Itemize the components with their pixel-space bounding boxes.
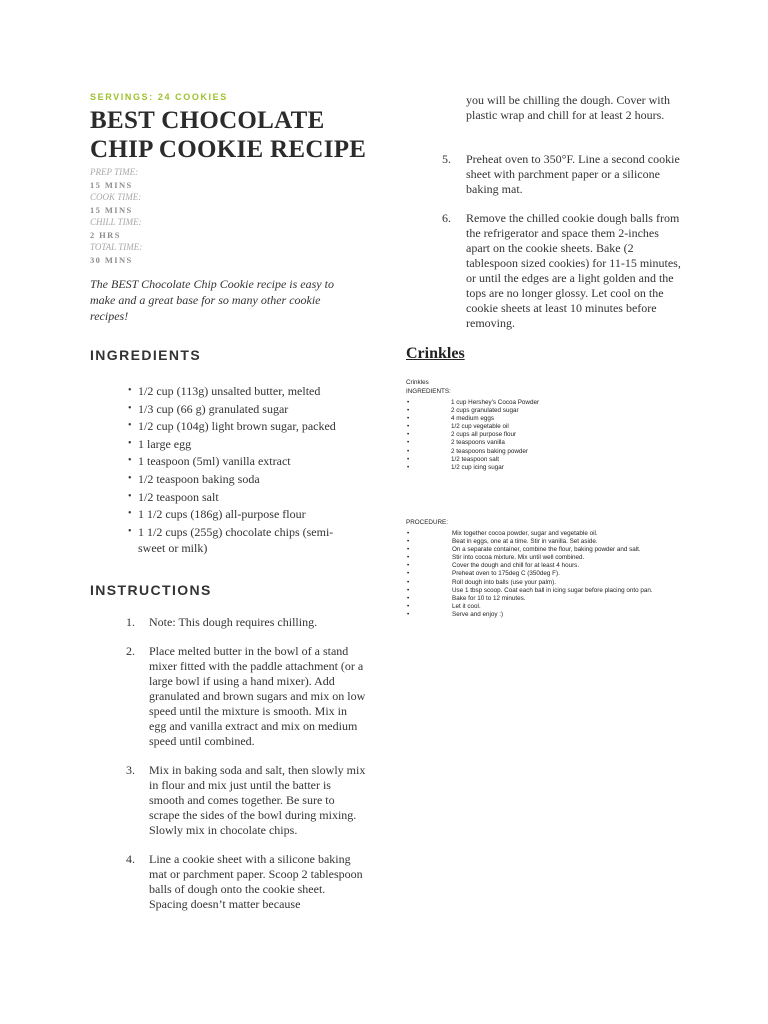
list-item-text: 1 cup Hershey’s Cocoa Powder (451, 399, 540, 406)
list-item-text: Mix together cocoa powder, sugar and vegetable oil. (452, 530, 598, 537)
bullet-icon: • (407, 578, 410, 586)
step-number: 5. (442, 152, 451, 166)
list-item-text: Bake for 10 to 12 minutes. (452, 594, 526, 602)
bullet-icon: • (407, 530, 410, 537)
crinkles-procedure-list (406, 530, 706, 619)
list-item-text: Roll dough into balls (use your palm). (452, 578, 556, 586)
list-item (406, 554, 706, 562)
list-item (406, 431, 706, 439)
instruction-step (442, 211, 682, 331)
list-item (406, 448, 706, 456)
list-item-text: Stir into cocoa mixture. Mix until well combined. (452, 554, 585, 562)
list-item (406, 611, 706, 619)
list-item: • 1 1/2 cups (186g) all-purpose flour (128, 506, 358, 522)
list-item-text: 1/2 cup icing sugar (451, 463, 504, 471)
list-item (406, 546, 706, 554)
list-item: • 1 1/2 cups (255g) chocolate chips (semi-sweet or milk) (128, 524, 358, 556)
bullet-icon: • (407, 439, 410, 447)
list-item: • 1/3 cup (66 g) granulated sugar (128, 401, 358, 417)
step-number: 2. (126, 644, 135, 658)
bullet-icon: • (407, 586, 410, 594)
list-item-text: Use 1 tbsp scoop. Coat each ball in icing sugar before placing onto pan. (452, 586, 653, 594)
list-item (406, 570, 706, 578)
bullet-icon: • (407, 447, 410, 455)
total-time-value: 30 MINS (90, 254, 133, 265)
list-item (406, 587, 706, 595)
list-item: • 1/2 cup (113g) unsalted butter, melted (128, 383, 358, 399)
chill-time-label: CHILL TIME: (90, 217, 142, 227)
bullet-icon: • (407, 399, 410, 406)
crinkles-title: Crinkles (406, 345, 465, 362)
bullet-icon: • (407, 431, 410, 439)
list-item (406, 456, 706, 464)
step-number: 4. (126, 852, 135, 866)
crinkles-procedure-label: PROCEDURE: (406, 519, 448, 526)
list-item-text: Cover the dough and chill for at least 4 hours. (452, 562, 580, 570)
list-item-text: 2 cups all purpose flour (451, 431, 517, 439)
bullet-icon: • (407, 546, 410, 554)
bullet-icon: • (407, 415, 410, 423)
step-text: Place melted butter in the bowl of a stand mixer fitted with the paddle attachment (or a large bowl if using a hand mixer). Add granulated and brown sugars and mix on low speed until the mixture is smooth. Mix in egg and vanilla extract and mix on medium speed until combined. (149, 644, 366, 748)
list-item-text: 2 cups granulated sugar (451, 407, 519, 415)
bullet-icon: • (407, 407, 410, 415)
list-item: • 1 large egg (128, 436, 358, 452)
list-item-text: On a separate container, combine the flour, baking powder and salt. (452, 546, 641, 554)
step-text: Line a cookie sheet with a silicone baking mat or parchment paper. Scoop 2 tablespoon balls of dough onto the cookie sheet. Spacing doesn’t matter because (149, 852, 363, 911)
bullet-icon: • (407, 562, 410, 570)
list-item-text: Preheat oven to 175deg C (350deg F). (452, 570, 560, 578)
recipe-intro: The BEST Chocolate Chip Cookie recipe is easy to make and a great base for so many other cookie recipes! (90, 277, 334, 323)
step-text: Remove the chilled cookie dough balls from the refrigerator and space them 2-inches apart on the cookie sheets. Bake (2 tablespoon sized cookies) for 11-15 minutes, or until the edges are a light golden and the tops are no longer glossy. Let cool on the cookie sheets at least 10 minutes before removing. (466, 211, 681, 330)
instruction-step (126, 763, 366, 838)
bullet-icon: • (407, 610, 410, 618)
instruction-step (442, 152, 682, 197)
step-text: Note: This dough requires chilling. (149, 615, 318, 629)
cook-time-value: 15 MINS (90, 204, 133, 215)
list-item-text: Beat in eggs, one at a time. Stir in vanilla. Set aside. (452, 538, 598, 546)
list-item: • 1/2 cup (104g) light brown sugar, packed (128, 418, 358, 434)
step-number: 1. (126, 615, 135, 629)
crinkles-ingredients-label: INGREDIENTS: (406, 388, 451, 395)
bullet-icon: • (407, 602, 410, 610)
instruction-step (126, 852, 366, 912)
crinkles-ingredients-list (406, 399, 706, 472)
list-item (406, 407, 706, 415)
bullet-icon: • (407, 455, 410, 463)
bullet-icon: • (407, 554, 410, 562)
servings-label: SERVINGS: 24 COOKIES (90, 92, 228, 102)
list-item (406, 439, 706, 447)
prep-time-label: PREP TIME: (90, 167, 139, 177)
list-item-text: Serve and enjoy :) (452, 610, 504, 618)
instructions-list (126, 615, 366, 926)
list-item (406, 423, 706, 431)
list-item (406, 530, 706, 538)
list-item (406, 464, 706, 472)
step-number: 6. (442, 211, 451, 225)
list-item-text: 1/2 teaspoon salt (451, 455, 499, 463)
bullet-icon: • (407, 594, 410, 602)
instruction-step (126, 615, 366, 630)
instructions-list-continued (442, 152, 682, 345)
prep-time-value: 15 MINS (90, 179, 133, 190)
list-item-text: Let it cool. (452, 602, 481, 610)
list-item: • 1 teaspoon (5ml) vanilla extract (128, 453, 358, 469)
list-item (406, 595, 706, 603)
recipe-title: BEST CHOCOLATE CHIP COOKIE RECIPE (90, 107, 367, 163)
total-time-label: TOTAL TIME: (90, 242, 143, 252)
ingredients-list (128, 383, 358, 557)
cook-time-label: COOK TIME: (90, 192, 142, 202)
step-number: 3. (126, 763, 135, 777)
list-item (406, 415, 706, 423)
ingredients-heading: INGREDIENTS (90, 347, 202, 363)
bullet-icon: • (407, 463, 410, 471)
list-item (406, 399, 706, 407)
list-item: • 1/2 teaspoon baking soda (128, 471, 358, 487)
list-item-text: 4 medium eggs (451, 415, 495, 423)
list-item: • 1/2 teaspoon salt (128, 489, 358, 505)
instructions-heading: INSTRUCTIONS (90, 582, 212, 598)
bullet-icon: • (407, 538, 410, 546)
list-item (406, 538, 706, 546)
bullet-icon: • (407, 423, 410, 431)
step-text: Mix in baking soda and salt, then slowly mix in flour and mix just until the batter is smooth and comes together. Be sure to scrape the sides of the bowl during mixing. Slowly mix in chocolate chips. (149, 763, 366, 837)
list-item (406, 579, 706, 587)
list-item-text: 2 teaspoons baking powder (451, 447, 529, 455)
recipe-times (90, 166, 290, 266)
step-text: Preheat oven to 350°F. Line a second cookie sheet with parchment paper or a silicone baking mat. (466, 152, 680, 196)
list-item (406, 562, 706, 570)
list-item (406, 603, 706, 611)
instruction-step (126, 644, 366, 749)
instruction-continued-text: you will be chilling the dough. Cover with plastic wrap and chill for at least 2 hours. (466, 93, 670, 122)
crinkles-subtitle: Crinkles (406, 379, 429, 386)
bullet-icon: • (407, 570, 410, 578)
list-item-text: 1/2 cup vegetable oil (451, 423, 509, 431)
chill-time-value: 2 HRS (90, 229, 121, 240)
list-item-text: 2 teaspoons vanilla (451, 439, 505, 447)
